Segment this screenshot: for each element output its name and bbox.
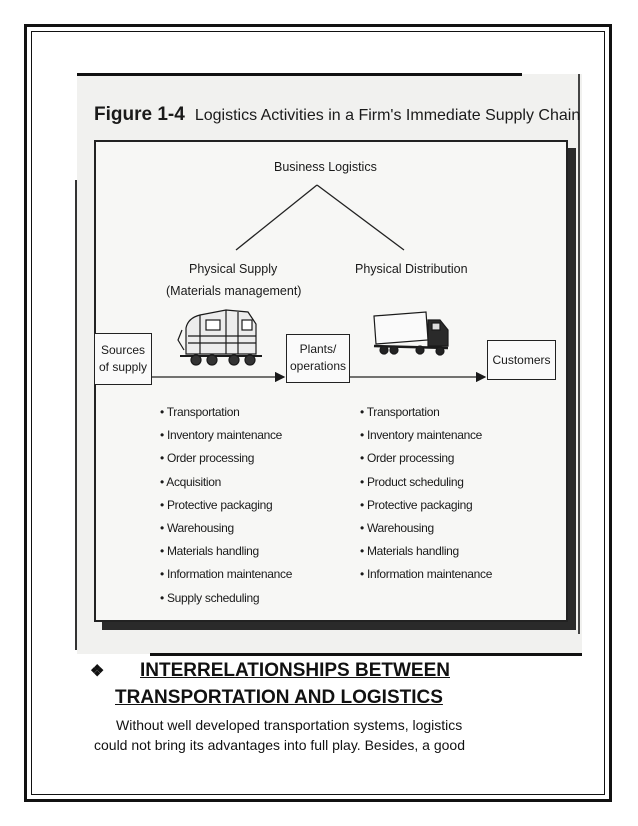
figure-number: Figure 1-4 <box>94 104 185 125</box>
plants-operations-box <box>286 334 350 383</box>
physical-distribution-label: Physical Distribution <box>355 262 468 276</box>
list-item: • Protective packaging <box>360 495 492 518</box>
customers-label: Customers <box>492 353 551 367</box>
sources-of-supply-box <box>94 333 152 385</box>
list-item: • Supply scheduling <box>160 588 292 611</box>
list-item: • Warehousing <box>160 518 292 541</box>
business-logistics-label: Business Logistics <box>274 160 377 174</box>
list-item: • Information maintenance <box>160 564 292 587</box>
list-item: • Transportation <box>360 402 492 425</box>
body-paragraph <box>94 715 584 755</box>
heading-line2: TRANSPORTATION AND LOGISTICS <box>115 687 443 708</box>
list-item: • Inventory maintenance <box>360 425 492 448</box>
list-item: • Order processing <box>360 448 492 471</box>
scan-edge-top <box>77 73 522 76</box>
figure-title <box>94 104 580 126</box>
list-item: • Information maintenance <box>360 564 492 587</box>
list-item: • Materials handling <box>360 541 492 564</box>
sources-line1: Sources <box>100 343 146 357</box>
list-item: • Order processing <box>160 448 292 471</box>
body-line1: Without well developed transportation systems, logistics <box>116 717 463 733</box>
plants-line1: Plants/ <box>299 342 337 356</box>
scan-edge-right <box>578 74 580 634</box>
materials-management-label: (Materials management) <box>166 284 302 298</box>
figure-caption: Logistics Activities in a Firm's Immediate Supply Chain <box>194 107 581 124</box>
scan-edge-bottom <box>150 653 582 656</box>
diamond-bullet-icon: ❖ <box>90 663 105 680</box>
list-item: • Materials handling <box>160 541 292 564</box>
distribution-activities-list <box>360 402 492 588</box>
section-heading <box>90 658 590 711</box>
scan-edge-left <box>75 180 77 650</box>
physical-supply-label: Physical Supply <box>189 262 278 276</box>
plants-line2: operations <box>289 359 347 373</box>
list-item: • Protective packaging <box>160 495 292 518</box>
supply-activities-list <box>160 402 292 611</box>
list-item: • Inventory maintenance <box>160 425 292 448</box>
list-item: • Transportation <box>160 402 292 425</box>
customers-box <box>487 340 556 380</box>
heading-line1: INTERRELATIONSHIPS BETWEEN <box>140 660 450 681</box>
list-item: • Product scheduling <box>360 472 492 495</box>
sources-line2: of supply <box>98 360 148 374</box>
list-item: • Warehousing <box>360 518 492 541</box>
list-item: • Acquisition <box>160 472 292 495</box>
body-line2: could not bring its advantages into full play. Besides, a good <box>94 737 465 753</box>
